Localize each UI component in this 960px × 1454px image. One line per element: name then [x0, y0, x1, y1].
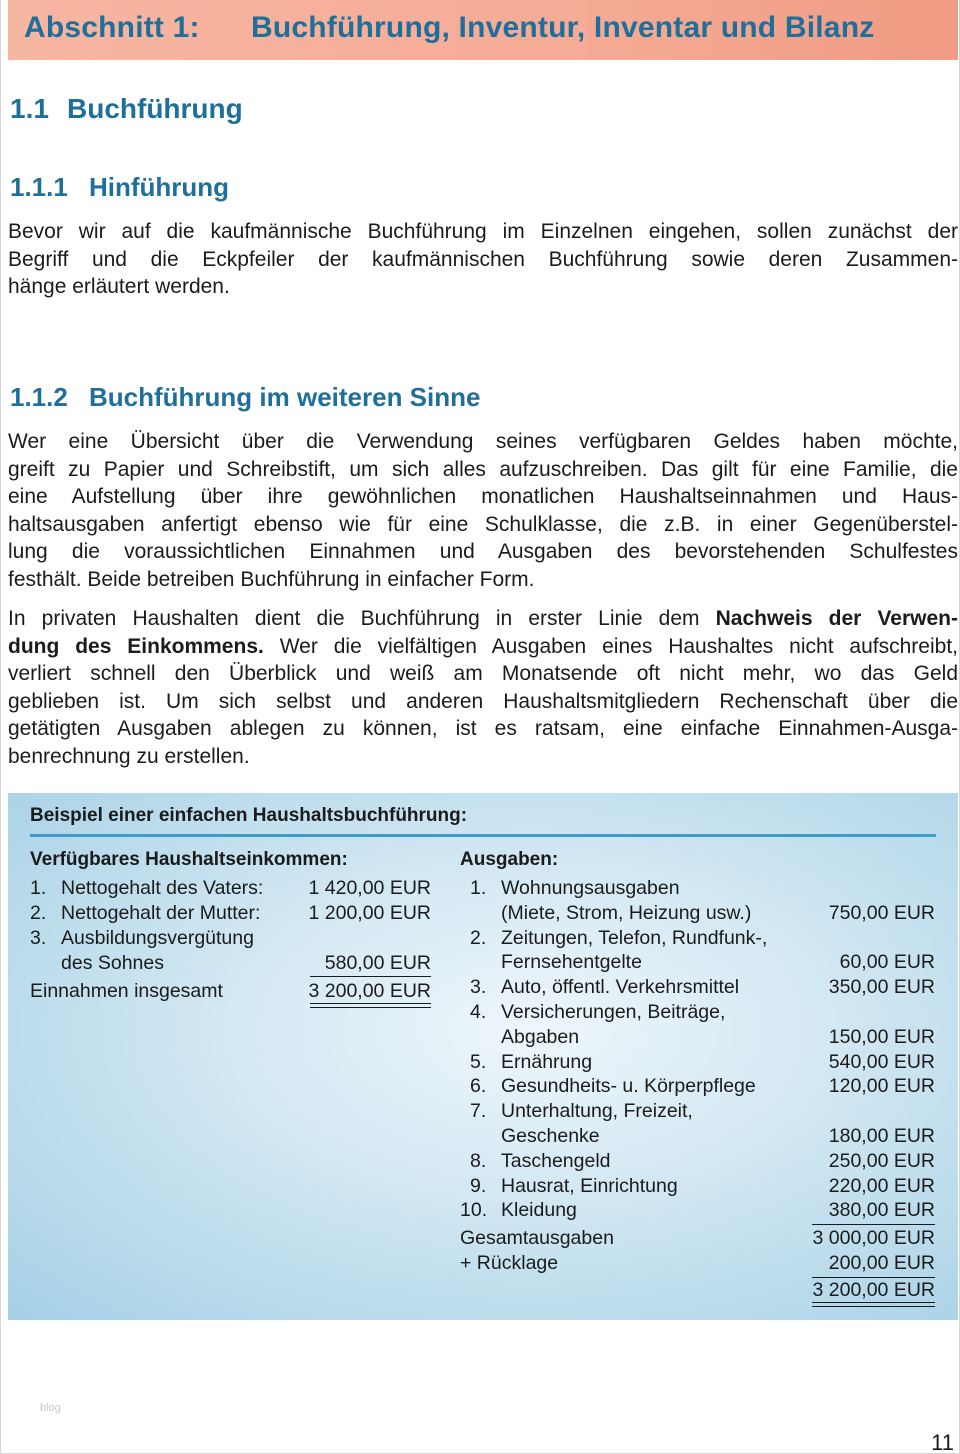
item-index: 8. [470, 1149, 487, 1172]
text-line: eine Aufstellung über ihre gewöhnlichen monatlichen Haushaltseinnahmen und Haus- [8, 485, 958, 509]
item-label-2: (Miete, Strom, Heizung usw.) [501, 901, 752, 924]
item-index: 5. [470, 1050, 487, 1073]
item-index: 7. [470, 1100, 487, 1123]
body-paragraph-1 [8, 428, 958, 594]
text-line: greift zu Papier und Schreibstift, um sich alles aufzuschreiben. Das gilt für eine Familie, die [8, 457, 958, 481]
item-label-2: Geschenke [501, 1125, 600, 1147]
item-label: Nettogehalt der Mutter: [61, 902, 261, 924]
item-index: 6. [470, 1075, 487, 1098]
text-line: verliert schnell den Überblick und weiß am Monatsende oft nicht mehr, wo das Geld [8, 662, 958, 686]
item-label: Ausbildungsvergütung [61, 927, 254, 949]
item-amount: 540,00 EUR [828, 1050, 935, 1073]
item-label: Auto, öffentl. Verkehrsmittel [501, 976, 740, 999]
item-label: Wohnungsausgaben [501, 877, 680, 899]
text-line: festhält. Beide betreiben Buchführung in einfacher Form. [8, 567, 535, 591]
subsection-title: Buchführung im weiteren Sinne [89, 382, 481, 412]
item-amount: 1 420,00 EUR [308, 877, 431, 899]
income-total-label: Einnahmen insgesamt [30, 980, 223, 1002]
sum-rule [812, 1277, 935, 1278]
chapter-number: Abschnitt 1: [24, 11, 200, 44]
item-label: Taschengeld [501, 1149, 611, 1172]
subsection-number: 1.1.2 [10, 382, 68, 412]
item-index: 2. [470, 926, 487, 949]
text-line [8, 633, 958, 661]
item-index: 2. [30, 902, 47, 924]
body-paragraph-2 [8, 605, 958, 771]
income-header: Verfügbares Haushaltseinkommen: [30, 849, 348, 870]
example-box [8, 793, 958, 1320]
heading-rule [30, 834, 936, 837]
item-label-2: des Sohnes [61, 952, 164, 974]
subsection-heading-1 [10, 172, 229, 203]
text-line: geblieben ist. Um sich selbst und anderen Haushaltsmitgliedern Rechenschaft über die [8, 689, 958, 713]
expenses-total-label: Gesamtausgaben [460, 1227, 614, 1249]
text-run: In privaten Haushalten dient die Buchführung in erster Linie dem [8, 607, 716, 630]
intro-paragraph [8, 218, 958, 301]
item-amount: 150,00 EUR [828, 1025, 935, 1048]
grand-total-amount: 3 200,00 EUR [812, 1279, 935, 1301]
item-label: Hausrat, Einrichtung [501, 1174, 678, 1197]
section-number: 1.1 [10, 93, 49, 124]
text-line: Wer eine Übersicht über die Verwendung seines verfügbaren Geldes haben möchte, [8, 430, 958, 453]
double-rule [310, 1003, 431, 1008]
item-label: Ernährung [501, 1050, 593, 1073]
text-line [8, 605, 958, 633]
item-label: Nettogehalt des Vaters: [61, 877, 264, 899]
item-index: 3. [30, 927, 47, 949]
item-index: 9. [470, 1174, 487, 1197]
subsection-title: Hinführung [89, 172, 230, 202]
item-amount: 120,00 EUR [828, 1075, 935, 1098]
expenses-total-amount: 3 000,00 EUR [812, 1227, 935, 1249]
section-title: Buchführung [67, 93, 243, 124]
emphasis-text: dung des Einkommens. [8, 634, 264, 658]
text-line: Begriff und die Eckpfeiler der kaufmännischen Buchführung sowie deren Zusammen- [8, 247, 958, 271]
item-index: 1. [30, 877, 47, 899]
double-rule [812, 1302, 935, 1307]
chapter-title: Buchführung, Inventur, Inventar und Bilanz [251, 11, 875, 44]
example-heading: Beispiel einer einfachen Haushaltsbuchführung: [30, 805, 468, 826]
income-total-amount: 3 200,00 EUR [308, 980, 431, 1002]
subsection-number: 1.1.1 [10, 172, 68, 202]
sum-rule [310, 976, 431, 977]
item-index: 10. [460, 1199, 488, 1222]
emphasis-text: Nachweis der Verwen- [715, 607, 958, 630]
item-label: Versicherungen, Beiträge, [501, 1001, 726, 1023]
reserve-label: + Rücklage [460, 1252, 559, 1274]
watermark: blog [40, 1402, 61, 1414]
text-line: hänge erläutert werden. [8, 275, 230, 299]
item-index: 1. [470, 877, 487, 899]
item-amount: 180,00 EUR [828, 1125, 935, 1147]
item-amount: 580,00 EUR [324, 952, 431, 974]
item-amount: 380,00 EUR [828, 1199, 935, 1222]
page-number: 11 [931, 1430, 954, 1454]
item-amount: 350,00 EUR [828, 976, 935, 999]
text-line: lung die voraussichtlichen Einnahmen und Ausgaben des bevorstehenden Schulfestes [8, 540, 958, 564]
item-amount: 750,00 EUR [828, 901, 935, 924]
item-label: Zeitungen, Telefon, Rundfunk-, [501, 926, 768, 949]
text-line: Bevor wir auf die kaufmännische Buchführung im Einzelnen eingehen, sollen zunächst der [8, 220, 958, 243]
item-index: 3. [470, 976, 487, 999]
item-amount: 220,00 EUR [828, 1174, 935, 1197]
section-heading [10, 93, 243, 125]
item-amount: 250,00 EUR [828, 1149, 935, 1172]
item-label-2: Abgaben [501, 1025, 580, 1048]
text-line: getätigten Ausgaben ablegen zu können, ist es ratsam, eine einfache Einnahmen-Ausga- [8, 717, 958, 741]
item-amount: 60,00 EUR [839, 951, 935, 974]
item-label: Unterhaltung, Freizeit, [501, 1100, 693, 1123]
text-line: benrechnung zu erstellen. [8, 744, 250, 768]
item-amount: 1 200,00 EUR [308, 902, 431, 924]
chapter-banner [8, 0, 958, 60]
item-label: Gesundheits- u. Körperpflege [501, 1075, 756, 1098]
reserve-amount: 200,00 EUR [828, 1252, 935, 1274]
text-line: haltsausgaben anfertigt ebenso wie für eine Schulklasse, die z.B. in einer Gegenüberstel- [8, 512, 958, 536]
item-label: Kleidung [501, 1199, 577, 1222]
subsection-heading-2 [10, 382, 480, 413]
sum-rule [812, 1224, 935, 1225]
item-label-2: Fernsehentgelte [501, 951, 642, 974]
item-index: 4. [470, 1001, 487, 1023]
expenses-header: Ausgaben: [460, 849, 559, 870]
text-run: Wer die vielfältigen Ausgaben eines Haushaltes nicht aufschreibt, [263, 634, 958, 658]
